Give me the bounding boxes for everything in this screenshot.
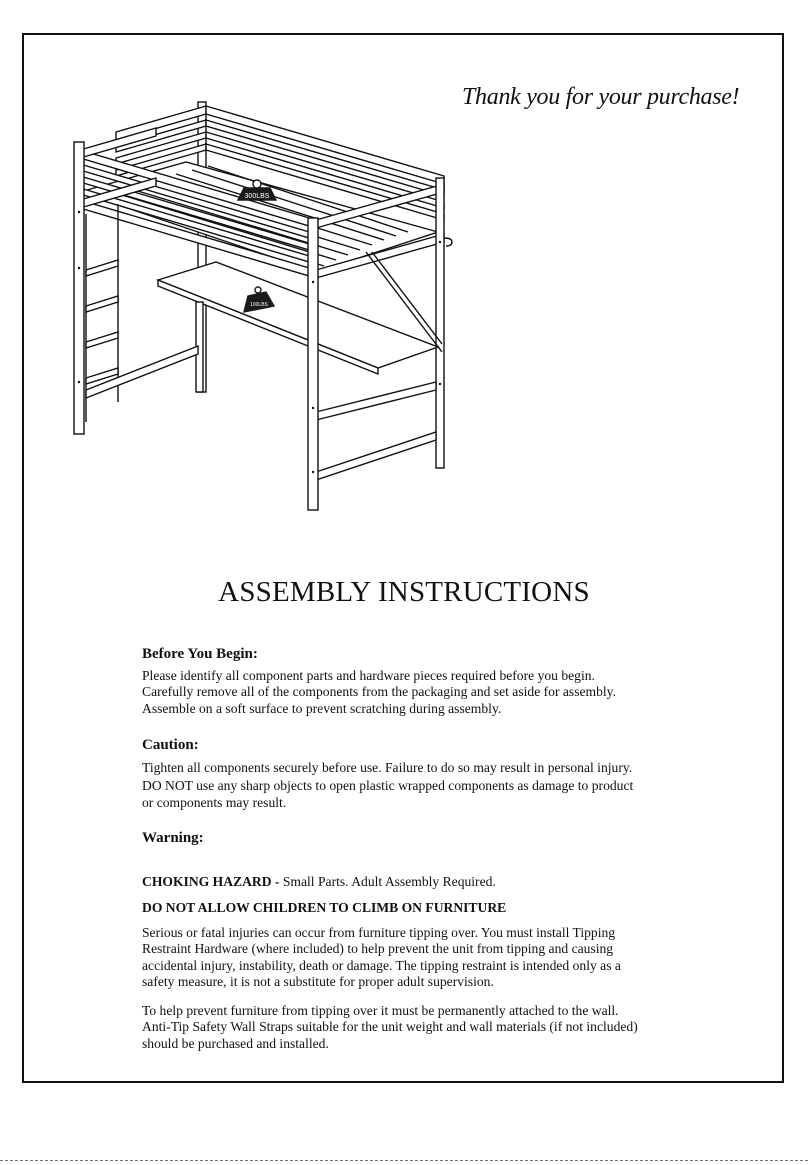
svg-text:100LBS: 100LBS bbox=[250, 302, 268, 308]
choking-hazard-text: Small Parts. Adult Assembly Required. bbox=[279, 874, 496, 889]
caution-line: or components may result. bbox=[142, 794, 287, 810]
loft-bed-illustration bbox=[66, 92, 466, 522]
before-text bbox=[142, 668, 702, 717]
caution-line: Tighten all components securely before use. Failure to do so may result in personal injury. bbox=[142, 760, 633, 775]
tipping-line: accidental injury, instability, death or damage. The tipping restraint is intended only as a bbox=[142, 957, 621, 973]
thank-you-note: Thank you for your purchase! bbox=[462, 84, 740, 110]
caution-line: DO NOT use any sharp objects to open plastic wrapped components as damage to product bbox=[142, 778, 634, 794]
before-line: Carefully remove all of the components from the packaging and set aside for assembly. bbox=[142, 684, 616, 700]
before-line: Assemble on a soft surface to prevent scratching during assembly. bbox=[142, 700, 502, 716]
wall-strap-line: Anti-Tip Safety Wall Straps suitable for the unit weight and wall materials (if not included) bbox=[142, 1019, 638, 1035]
wall-strap-line: To help prevent furniture from tipping over it must be permanently attached to the wall. bbox=[142, 1003, 619, 1018]
choking-hazard-label: CHOKING HAZARD - bbox=[142, 874, 280, 889]
cut-line bbox=[0, 1160, 808, 1161]
before-line: Please identify all component parts and hardware pieces required before you begin. bbox=[142, 668, 595, 683]
page-title: ASSEMBLY INSTRUCTIONS bbox=[218, 576, 590, 608]
svg-text:300LBS: 300LBS bbox=[244, 193, 270, 200]
tipping-paragraph bbox=[142, 925, 702, 991]
warning-heading: Warning: bbox=[142, 830, 204, 846]
wall-strap-line: should be purchased and installed. bbox=[142, 1035, 329, 1051]
wall-strap-paragraph bbox=[142, 1003, 702, 1052]
before-heading: Before You Begin: bbox=[142, 646, 258, 662]
caution-text bbox=[142, 760, 702, 811]
caution-heading: Caution: bbox=[142, 737, 199, 753]
climb-warning: DO NOT ALLOW CHILDREN TO CLIMB ON FURNITURE bbox=[142, 900, 507, 915]
tipping-line: safety measure, it is not a substitute for proper adult supervision. bbox=[142, 974, 494, 990]
choking-hazard-line bbox=[142, 874, 702, 890]
tipping-line: Serious or fatal injuries can occur from furniture tipping over. You must install Tipping bbox=[142, 925, 616, 940]
tipping-line: Restraint Hardware (where included) to help prevent the unit from tipping and causing bbox=[142, 941, 614, 957]
